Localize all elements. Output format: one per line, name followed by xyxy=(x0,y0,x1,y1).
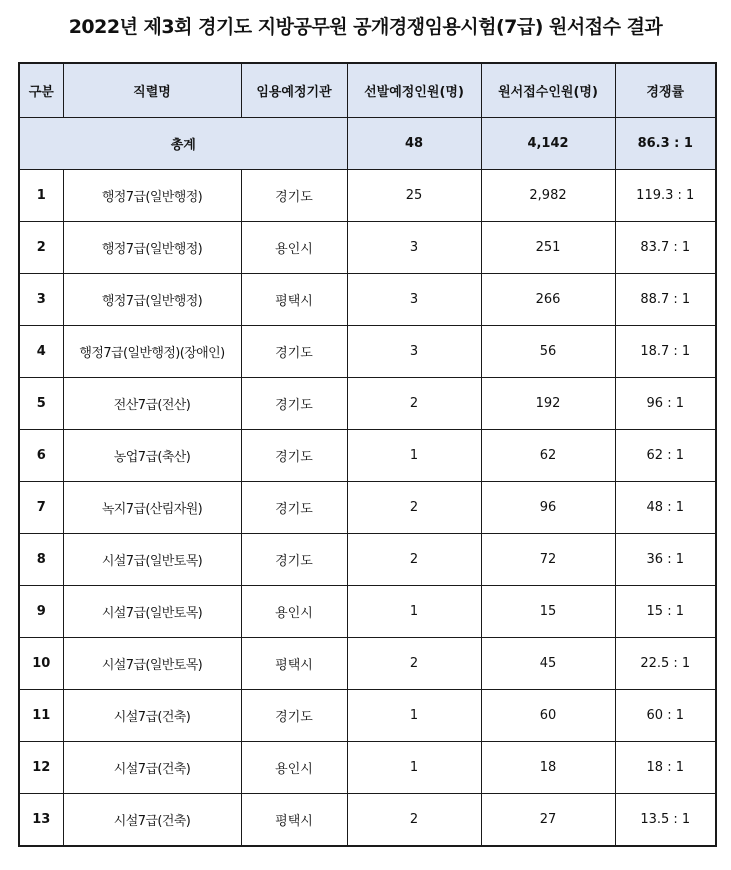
row-agency: 용인시 xyxy=(241,586,347,638)
row-planned: 1 xyxy=(347,690,481,742)
row-no: 8 xyxy=(19,534,63,586)
header-job: 직렬명 xyxy=(63,63,241,118)
row-no: 7 xyxy=(19,482,63,534)
row-agency: 경기도 xyxy=(241,170,347,222)
table-row xyxy=(19,742,716,794)
row-no: 3 xyxy=(19,274,63,326)
row-applicants: 72 xyxy=(481,534,615,586)
row-no: 11 xyxy=(19,690,63,742)
row-planned: 2 xyxy=(347,378,481,430)
row-applicants: 56 xyxy=(481,326,615,378)
row-no: 4 xyxy=(19,326,63,378)
header-row xyxy=(19,63,716,118)
row-no: 12 xyxy=(19,742,63,794)
header-no: 구분 xyxy=(19,63,63,118)
row-job: 전산7급(전산) xyxy=(63,378,241,430)
row-applicants: 60 xyxy=(481,690,615,742)
row-ratio: 60 : 1 xyxy=(615,690,716,742)
row-job: 농업7급(축산) xyxy=(63,430,241,482)
row-no: 9 xyxy=(19,586,63,638)
row-job: 시설7급(건축) xyxy=(63,794,241,847)
table-row xyxy=(19,274,716,326)
row-planned: 2 xyxy=(347,534,481,586)
row-no: 6 xyxy=(19,430,63,482)
table-row xyxy=(19,794,716,847)
row-agency: 평택시 xyxy=(241,638,347,690)
row-job: 시설7급(일반토목) xyxy=(63,534,241,586)
row-job: 행정7급(일반행정) xyxy=(63,170,241,222)
total-applicants: 4,142 xyxy=(481,118,615,170)
table-row xyxy=(19,638,716,690)
row-planned: 2 xyxy=(347,482,481,534)
row-no: 13 xyxy=(19,794,63,847)
table-row xyxy=(19,482,716,534)
row-planned: 1 xyxy=(347,586,481,638)
row-agency: 평택시 xyxy=(241,274,347,326)
row-job: 시설7급(일반토목) xyxy=(63,586,241,638)
row-no: 1 xyxy=(19,170,63,222)
table-row xyxy=(19,222,716,274)
row-job: 시설7급(건축) xyxy=(63,742,241,794)
row-job: 행정7급(일반행정)(장애인) xyxy=(63,326,241,378)
row-applicants: 266 xyxy=(481,274,615,326)
row-job: 시설7급(일반토목) xyxy=(63,638,241,690)
results-table xyxy=(18,62,717,847)
row-job: 녹지7급(산림자원) xyxy=(63,482,241,534)
row-applicants: 62 xyxy=(481,430,615,482)
row-job: 행정7급(일반행정) xyxy=(63,222,241,274)
header-agency: 임용예정기관 xyxy=(241,63,347,118)
row-applicants: 192 xyxy=(481,378,615,430)
row-agency: 용인시 xyxy=(241,742,347,794)
table-row xyxy=(19,326,716,378)
row-applicants: 96 xyxy=(481,482,615,534)
row-ratio: 96 : 1 xyxy=(615,378,716,430)
row-agency: 경기도 xyxy=(241,430,347,482)
row-no: 2 xyxy=(19,222,63,274)
row-applicants: 45 xyxy=(481,638,615,690)
total-planned: 48 xyxy=(347,118,481,170)
table-row xyxy=(19,534,716,586)
table-row xyxy=(19,690,716,742)
table-row xyxy=(19,170,716,222)
row-ratio: 88.7 : 1 xyxy=(615,274,716,326)
row-planned: 3 xyxy=(347,326,481,378)
row-agency: 경기도 xyxy=(241,690,347,742)
row-ratio: 18.7 : 1 xyxy=(615,326,716,378)
row-planned: 3 xyxy=(347,222,481,274)
row-ratio: 13.5 : 1 xyxy=(615,794,716,847)
row-ratio: 36 : 1 xyxy=(615,534,716,586)
header-applicants: 원서접수인원(명) xyxy=(481,63,615,118)
row-agency: 용인시 xyxy=(241,222,347,274)
table-row xyxy=(19,378,716,430)
table-row xyxy=(19,430,716,482)
row-planned: 3 xyxy=(347,274,481,326)
row-applicants: 27 xyxy=(481,794,615,847)
row-applicants: 251 xyxy=(481,222,615,274)
row-applicants: 15 xyxy=(481,586,615,638)
table-row xyxy=(19,586,716,638)
row-no: 10 xyxy=(19,638,63,690)
row-agency: 경기도 xyxy=(241,378,347,430)
row-planned: 25 xyxy=(347,170,481,222)
row-no: 5 xyxy=(19,378,63,430)
total-ratio: 86.3 : 1 xyxy=(615,118,716,170)
row-planned: 1 xyxy=(347,742,481,794)
row-ratio: 83.7 : 1 xyxy=(615,222,716,274)
total-label: 총계 xyxy=(19,118,347,170)
row-ratio: 18 : 1 xyxy=(615,742,716,794)
row-ratio: 119.3 : 1 xyxy=(615,170,716,222)
row-ratio: 62 : 1 xyxy=(615,430,716,482)
row-ratio: 22.5 : 1 xyxy=(615,638,716,690)
row-applicants: 18 xyxy=(481,742,615,794)
row-planned: 2 xyxy=(347,638,481,690)
row-agency: 경기도 xyxy=(241,326,347,378)
header-ratio: 경쟁률 xyxy=(615,63,716,118)
row-job: 행정7급(일반행정) xyxy=(63,274,241,326)
header-planned: 선발예정인원(명) xyxy=(347,63,481,118)
row-agency: 평택시 xyxy=(241,794,347,847)
row-agency: 경기도 xyxy=(241,482,347,534)
page-title: 2022년 제3회 경기도 지방공무원 공개경쟁임용시험(7급) 원서접수 결과 xyxy=(68,16,663,38)
row-planned: 2 xyxy=(347,794,481,847)
total-row xyxy=(19,118,716,170)
row-applicants: 2,982 xyxy=(481,170,615,222)
row-ratio: 48 : 1 xyxy=(615,482,716,534)
row-ratio: 15 : 1 xyxy=(615,586,716,638)
row-agency: 경기도 xyxy=(241,534,347,586)
row-planned: 1 xyxy=(347,430,481,482)
row-job: 시설7급(건축) xyxy=(63,690,241,742)
